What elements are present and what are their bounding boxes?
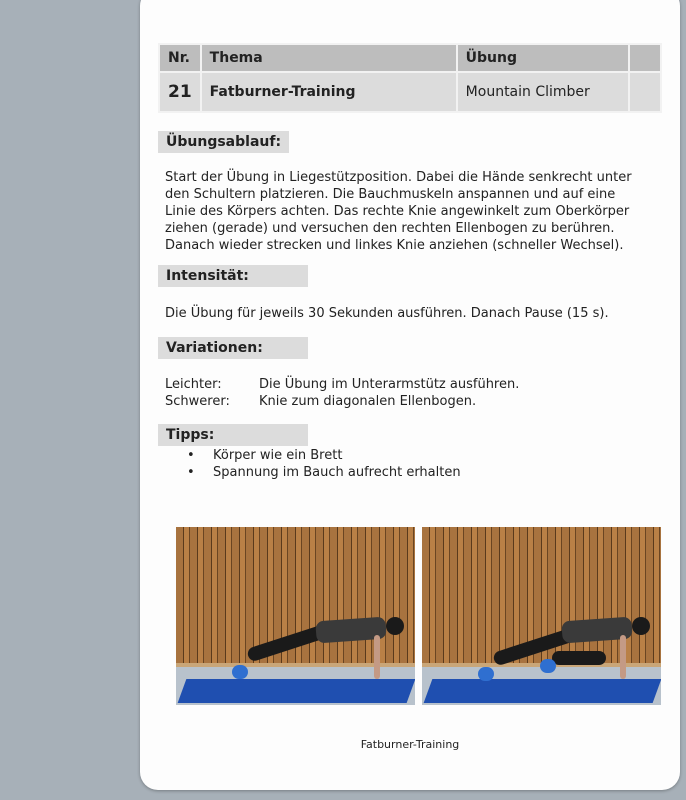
ablauf-line: den Schultern platzieren. Die Bauchmuskeln anspannen und auf eine — [165, 187, 616, 202]
header-uebung: Übung — [457, 44, 629, 72]
variation-text: Knie zum diagonalen Ellenbogen. — [259, 394, 477, 409]
section-title-ablauf: Übungsablauf: — [158, 131, 289, 153]
section-title-intensitaet: Intensität: — [158, 265, 308, 287]
exercise-card — [140, 0, 680, 790]
row-empty — [629, 72, 661, 112]
variation-label: Schwerer: — [165, 394, 230, 409]
ablauf-line: Start der Übung in Liegestützposition. Dabei die Hände senkrecht unter — [165, 170, 632, 185]
variation-label: Leichter: — [165, 377, 222, 392]
ablauf-line: Linie des Körpers achten. Das rechte Knie angewinkelt zum Oberkörper — [165, 204, 630, 219]
tipp-item: Körper wie ein Brett — [213, 448, 343, 463]
row-thema: Fatburner-Training — [201, 72, 457, 112]
footer-title: Fatburner-Training — [360, 738, 460, 751]
bullet-icon: • — [187, 448, 195, 463]
ablauf-line: ziehen (gerade) und versuchen den rechten Ellenbogen zu berühren. — [165, 221, 615, 236]
variation-text: Die Übung im Unterarmstütz ausführen. — [259, 377, 520, 392]
header-nr: Nr. — [159, 44, 201, 72]
row-uebung: Mountain Climber — [457, 72, 629, 112]
section-title-variationen: Variationen: — [158, 337, 308, 359]
tipps-list — [187, 447, 677, 481]
exercise-photo-start — [176, 527, 415, 705]
tipp-item: Spannung im Bauch aufrecht erhalten — [213, 465, 461, 480]
section-title-tipps: Tipps: — [158, 424, 308, 446]
ablauf-line: Danach wieder strecken und linkes Knie anziehen (schneller Wechsel). — [165, 238, 624, 253]
exercise-table — [158, 43, 662, 113]
intensitaet-text: Die Übung für jeweils 30 Sekunden ausführen. Danach Pause (15 s). — [165, 306, 609, 321]
header-thema: Thema — [201, 44, 457, 72]
exercise-photo-knee-pull — [422, 527, 661, 705]
row-nr: 21 — [159, 72, 201, 112]
ablauf-text — [165, 169, 655, 254]
bullet-icon: • — [187, 465, 195, 480]
header-empty — [629, 44, 661, 72]
variationen-list — [165, 376, 655, 410]
